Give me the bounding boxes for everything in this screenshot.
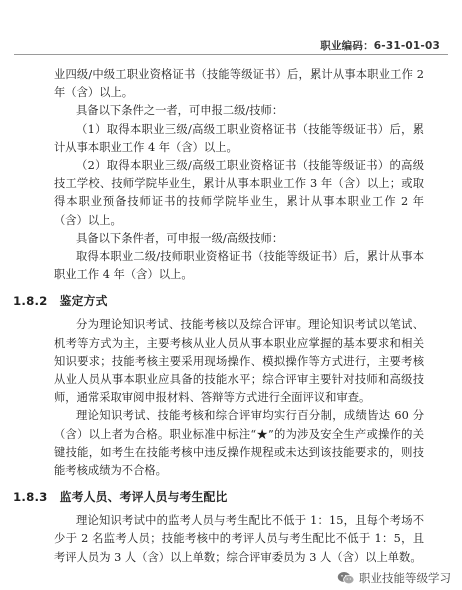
paragraph: （2）取得本职业三级/高级工职业资格证书（技能等级证书）的高级技工学校、技师学院毕业生，累计从事本职业工作 3 年（含）以上；或取得本职业预备技师证书的技师学院毕业生，累计从事本职业工作 2 年（含）以上。	[54, 159, 424, 227]
watermark	[334, 569, 454, 587]
section-number: 1.8.3	[13, 490, 48, 505]
section-title: 监考人员、考评人员与考生配比	[59, 490, 228, 505]
body-text	[13, 66, 424, 567]
paragraph: （1）取得本职业三级/高级工职业资格证书（技能等级证书）后，累计从事本职业工作 4 年（含）以上。	[54, 122, 424, 154]
occupation-code: 职业编码：6-31-01-03	[320, 40, 440, 52]
section-title: 鉴定方式	[59, 294, 108, 309]
paragraph: 具备以下条件者，可申报一级/高级技师：	[76, 231, 284, 245]
section-heading-1-8-3	[13, 488, 424, 506]
paragraph: 具备以下条件之一者，可申报二级/技师：	[76, 104, 284, 118]
header-rule	[14, 54, 448, 55]
wechat-icon	[337, 571, 355, 585]
paragraph: 理论知识考试、技能考核和综合评审均实行百分制，成绩皆达 60 分（含）以上者为合格。职业标准中标注“★”的为涉及安全生产或操作的关键技能，如考生在技能考核中违反操作规程或未达到该技能要求的，则技能考核成绩为不合格。	[54, 409, 424, 478]
watermark-label: 职业技能等级学习	[359, 571, 451, 585]
paragraph: 取得本职业二级/技师职业资格证书（技能等级证书）后，累计从事本职业工作 4 年（含）以上。	[54, 250, 424, 282]
section-heading-1-8-2	[13, 292, 424, 310]
paragraph: 分为理论知识考试、技能考核以及综合评审。理论知识考试以笔试、机考等方式为主，主要考核从业人员从事本职业应掌握的基本要求和相关知识要求；技能考核主要采用现场操作、模拟操作等方式进行，主要考核从业人员从事本职业应具备的技能水平；综合评审主要针对技师和高级技师，通常采取审阅申报材料、答辩等方式进行全面评议和审查。	[54, 318, 424, 405]
section-number: 1.8.2	[13, 294, 48, 309]
paragraph: 业四级/中级工职业资格证书（技能等级证书）后，累计从事本职业工作 2 年（含）以上。	[54, 68, 424, 100]
paragraph: 理论知识考试中的监考人员与考生配比不低于 1：15，且每个考场不少于 2 名监考人员；技能考核中的考评人员与考生配比不低于 1：5，且考评人员为 3 人（含）以上单数；综合评审委员为 3 人（含）以上单数。	[54, 514, 424, 564]
